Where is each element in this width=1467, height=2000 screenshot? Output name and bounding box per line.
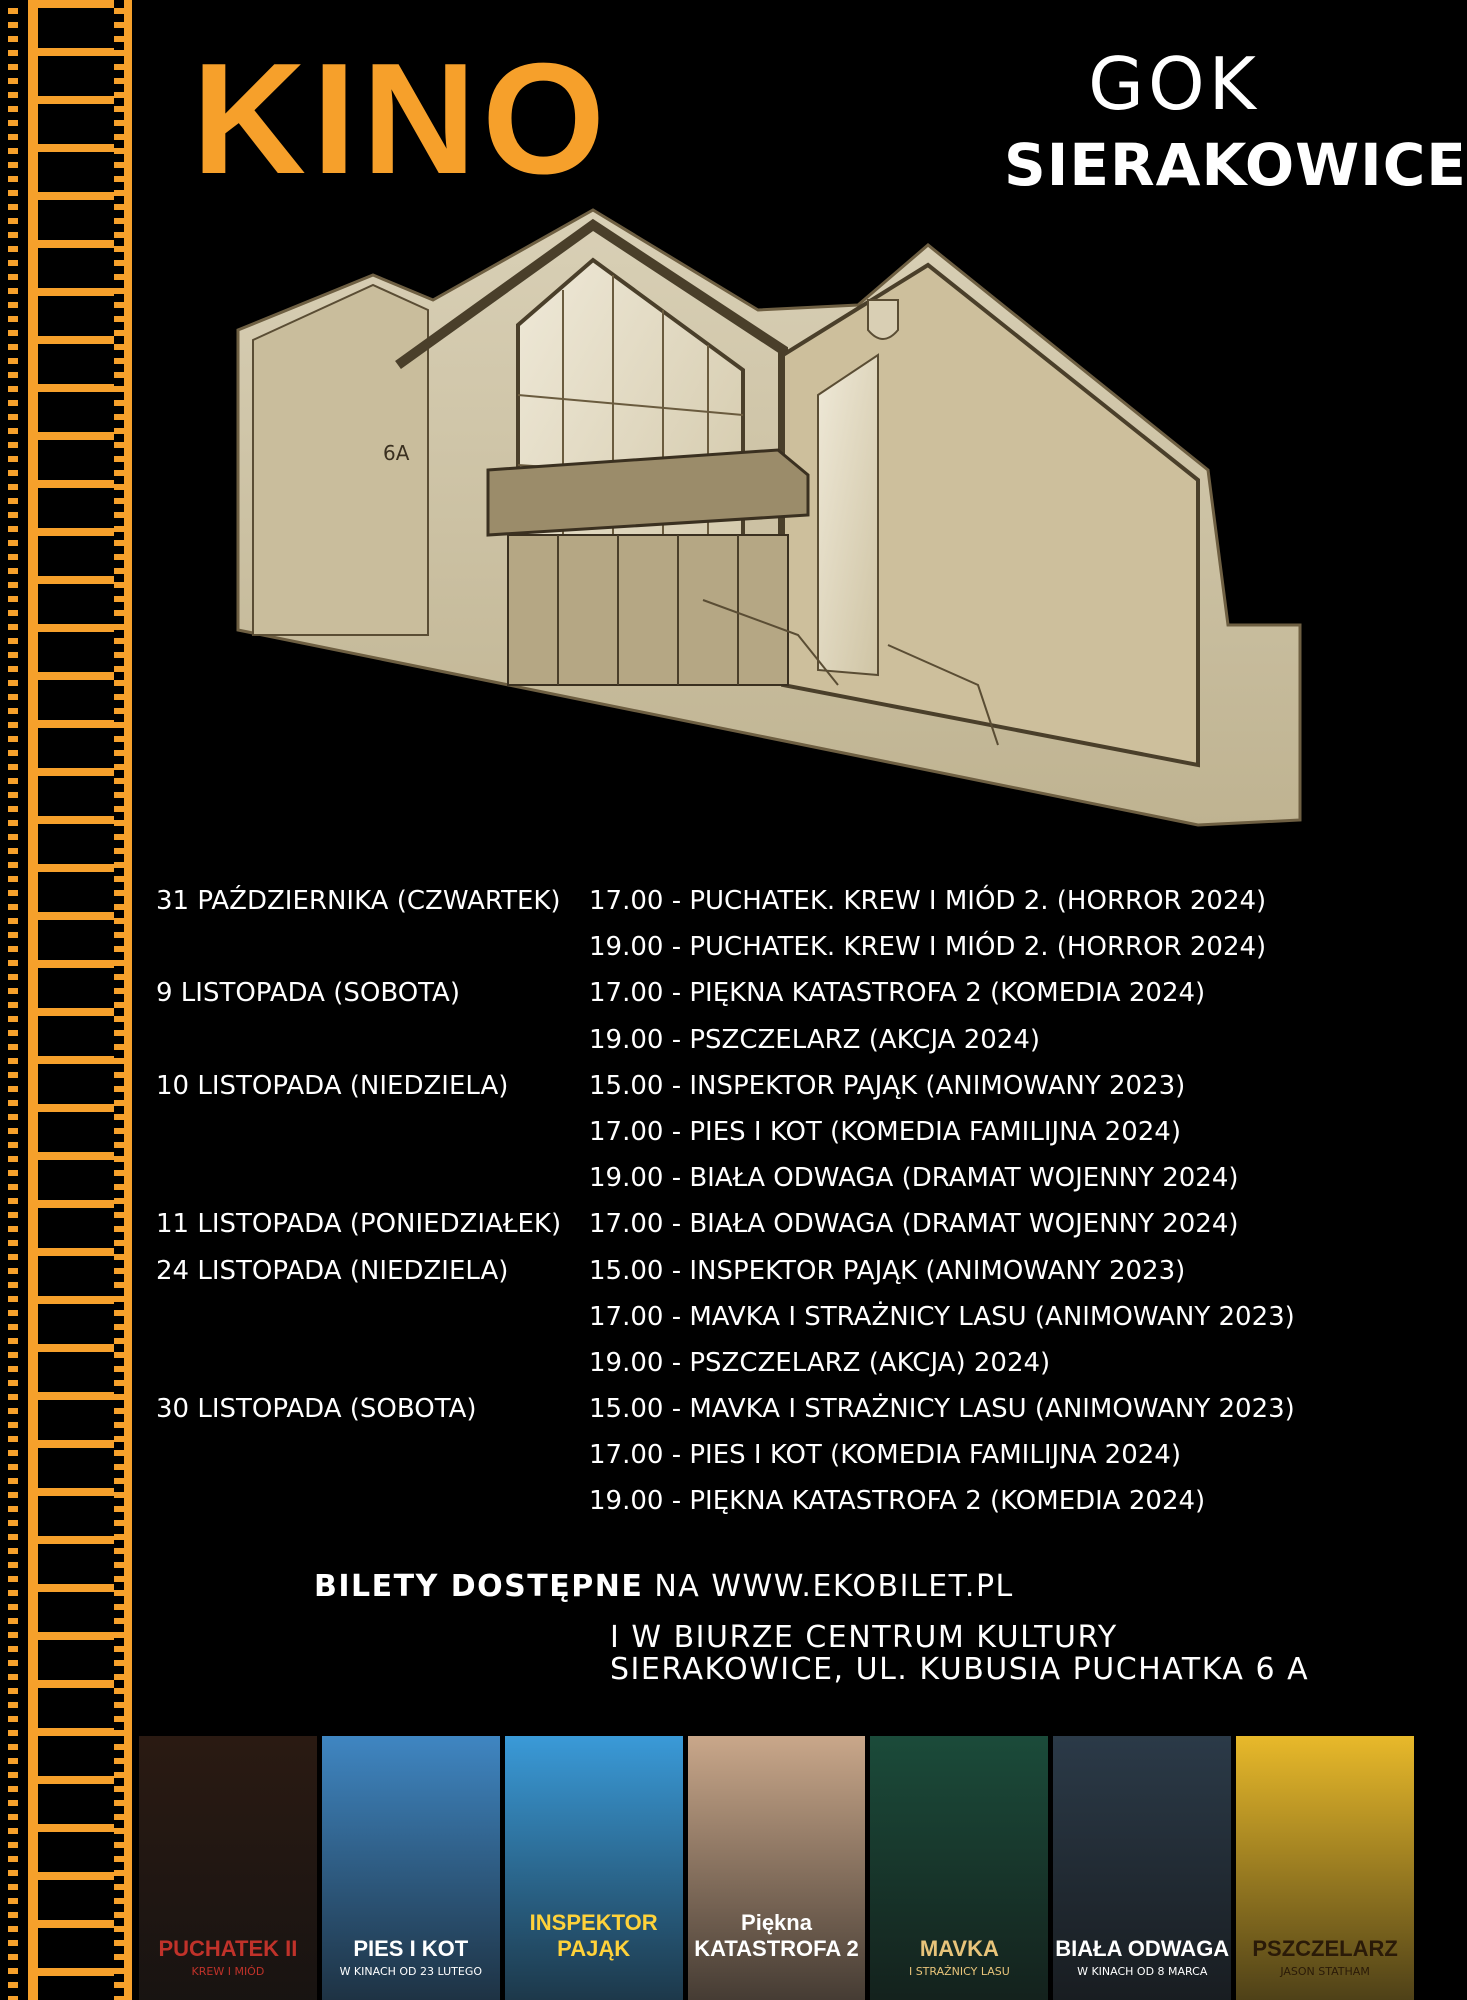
- poster-subtitle: W KINACH OD 8 MARCA: [1077, 1965, 1208, 1978]
- movie-poster: [1053, 1736, 1231, 2000]
- schedule-screening: 17.00 - PIES I KOT (KOMEDIA FAMILIJNA 2024): [589, 1116, 1181, 1147]
- film-strip-perforation: [8, 0, 18, 2000]
- schedule-date: 9 LISTOPADA (SOBOTA): [156, 978, 460, 1009]
- schedule-screening: 19.00 - PIĘKNA KATASTROFA 2 (KOMEDIA 2024): [589, 1486, 1206, 1517]
- schedule-row: [156, 1294, 1356, 1340]
- cinema-building-illustration: [238, 205, 1300, 835]
- schedule-screening: 19.00 - PUCHATEK. KREW I MIÓD 2. (HORROR 2024): [589, 932, 1267, 963]
- schedule-screening: 19.00 - BIAŁA ODWAGA (DRAMAT WOJENNY 2024): [589, 1163, 1239, 1194]
- schedule-date: 10 LISTOPADA (NIEDZIELA): [156, 1070, 509, 1101]
- schedule-screening: 15.00 - INSPEKTOR PAJĄK (ANIMOWANY 2023): [589, 1070, 1186, 1101]
- box-office-line1: I W BIURZE CENTRUM KULTURY: [610, 1620, 1118, 1655]
- poster-title: PUCHATEK II: [158, 1936, 298, 1961]
- poster-title: Piękna KATASTROFA 2: [694, 1910, 859, 1961]
- schedule-screening: 19.00 - PSZCZELARZ (AKCJA 2024): [589, 1024, 1041, 1055]
- screening-schedule: [156, 878, 1356, 1525]
- poster-title: PSZCZELARZ: [1252, 1936, 1398, 1961]
- schedule-row: [156, 924, 1356, 970]
- movie-poster: [322, 1736, 500, 2000]
- schedule-row: [156, 970, 1356, 1016]
- tickets-website: NA WWW.EKOBILET.PL: [643, 1569, 1014, 1604]
- schedule-row: [156, 1340, 1356, 1386]
- movie-poster: [688, 1736, 866, 2000]
- organizer-line1: GOK: [1088, 42, 1260, 126]
- schedule-row: [156, 1248, 1356, 1294]
- tickets-label: BILETY DOSTĘPNE: [314, 1569, 644, 1604]
- schedule-row: [156, 878, 1356, 924]
- schedule-row: [156, 1201, 1356, 1247]
- page-title: KINO: [192, 31, 611, 207]
- poster-title: BIAŁA ODWAGA: [1055, 1936, 1230, 1961]
- box-office-line2: SIERAKOWICE, UL. KUBUSIA PUCHATKA 6 A: [610, 1652, 1310, 1687]
- poster-subtitle: W KINACH OD 23 LUTEGO: [339, 1965, 483, 1978]
- building-number-sign: 6A: [383, 441, 410, 465]
- schedule-row: [156, 1017, 1356, 1063]
- schedule-screening: 17.00 - PIES I KOT (KOMEDIA FAMILIJNA 2024): [589, 1440, 1181, 1471]
- poster-title: MAVKA: [919, 1936, 999, 1961]
- schedule-row: [156, 1386, 1356, 1432]
- schedule-screening: 19.00 - PSZCZELARZ (AKCJA) 2024): [589, 1347, 1051, 1378]
- schedule-screening: 17.00 - PUCHATEK. KREW I MIÓD 2. (HORROR 2024): [589, 886, 1267, 916]
- schedule-date: 24 LISTOPADA (NIEDZIELA): [156, 1255, 509, 1286]
- movie-poster: [505, 1736, 683, 2000]
- schedule-screening: 17.00 - BIAŁA ODWAGA (DRAMAT WOJENNY 2024): [589, 1209, 1239, 1240]
- organizer-logo: [1004, 42, 1467, 199]
- schedule-row: [156, 1155, 1356, 1201]
- schedule-row: [156, 1432, 1356, 1478]
- movie-poster: [1236, 1736, 1414, 2000]
- schedule-date: 31 PAŹDZIERNIKA (CZWARTEK): [156, 886, 561, 916]
- box-office-address: [610, 1622, 1309, 1686]
- schedule-date: 11 LISTOPADA (PONIEDZIAŁEK): [156, 1209, 562, 1240]
- poster-subtitle: JASON STATHAM: [1280, 1965, 1370, 1978]
- poster-subtitle: I STRAŻNICY LASU: [908, 1965, 1010, 1978]
- schedule-screening: 17.00 - MAVKA I STRAŻNICY LASU (ANIMOWANY 2023): [589, 1301, 1295, 1332]
- movie-poster: [870, 1736, 1048, 2000]
- poster-title: PIES I KOT: [353, 1936, 469, 1961]
- movie-posters: [139, 1736, 1414, 2000]
- schedule-screening: 15.00 - INSPEKTOR PAJĄK (ANIMOWANY 2023): [589, 1255, 1186, 1286]
- schedule-date: 30 LISTOPADA (SOBOTA): [156, 1394, 477, 1425]
- movie-poster: [139, 1736, 317, 2000]
- schedule-screening: 17.00 - PIĘKNA KATASTROFA 2 (KOMEDIA 2024): [589, 978, 1206, 1009]
- schedule-row: [156, 1109, 1356, 1155]
- poster-subtitle: KREW I MIÓD: [191, 1965, 265, 1978]
- film-strip-perforation: [114, 0, 124, 2000]
- tickets-info: [314, 1568, 1014, 1606]
- schedule-row: [156, 1063, 1356, 1109]
- poster-title: INSPEKTOR PAJĄK: [529, 1910, 658, 1961]
- schedule-screening: 15.00 - MAVKA I STRAŻNICY LASU (ANIMOWANY 2023): [589, 1394, 1295, 1425]
- schedule-row: [156, 1478, 1356, 1524]
- organizer-line2: SIERAKOWICE: [1004, 131, 1467, 199]
